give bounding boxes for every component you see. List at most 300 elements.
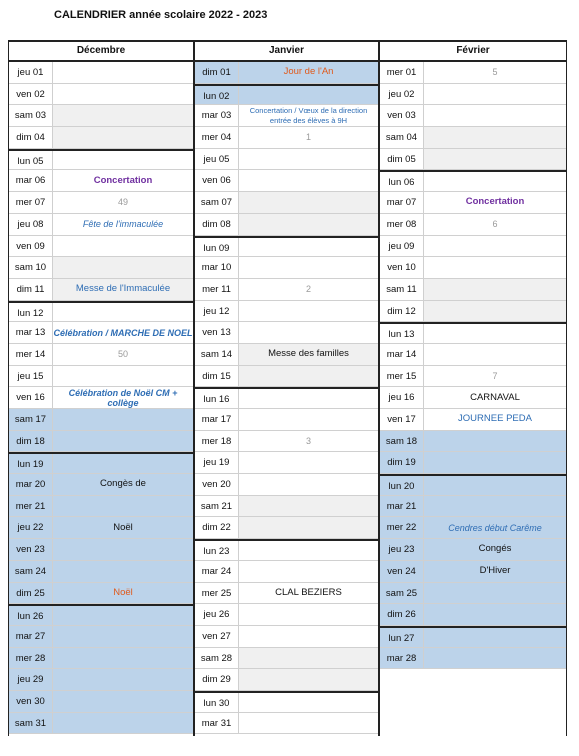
event-cell [239, 583, 378, 604]
day-label: sam 04 [380, 127, 424, 148]
day-label: mer 18 [195, 431, 239, 452]
day-row [380, 322, 566, 344]
day-label: lun 09 [195, 238, 239, 257]
event-cell [424, 236, 566, 257]
day-label: mar 10 [195, 257, 239, 278]
event-cell [239, 648, 378, 669]
day-row [380, 583, 566, 605]
day-label: mar 31 [195, 713, 239, 734]
day-row [9, 105, 193, 127]
day-row [195, 387, 378, 409]
event-cell [53, 409, 193, 430]
event-cell [53, 303, 193, 322]
day-row [9, 170, 193, 192]
day-row [9, 279, 193, 301]
event-cell [239, 669, 378, 690]
day-row [380, 496, 566, 518]
day-row [380, 236, 566, 258]
event-cell [239, 713, 378, 734]
day-label: ven 27 [195, 626, 239, 647]
event-cell [53, 127, 193, 148]
day-row [9, 62, 193, 84]
event-text: 5 [492, 67, 498, 78]
day-row [195, 496, 378, 518]
event-cell [53, 669, 193, 690]
day-row [380, 387, 566, 409]
event-cell [53, 561, 193, 582]
day-label: mer 14 [9, 344, 53, 365]
day-label: mer 25 [195, 583, 239, 604]
day-label: mar 24 [195, 561, 239, 582]
day-row [380, 344, 566, 366]
day-label: dim 05 [380, 149, 424, 170]
day-row [380, 301, 566, 323]
week-number [53, 192, 193, 213]
day-label: mer 08 [380, 214, 424, 235]
event-cell [239, 561, 378, 582]
day-label: sam 11 [380, 279, 424, 300]
day-row [380, 604, 566, 626]
day-row [380, 105, 566, 127]
event-cell [424, 105, 566, 126]
week-number [239, 279, 378, 300]
day-label: mar 28 [380, 648, 424, 669]
day-row [9, 539, 193, 561]
day-row [9, 301, 193, 323]
day-label: jeu 05 [195, 149, 239, 170]
day-row [380, 366, 566, 388]
day-label: lun 30 [195, 693, 239, 712]
day-label: jeu 15 [9, 366, 53, 387]
day-row [195, 301, 378, 323]
day-label: mar 21 [380, 496, 424, 517]
day-label: lun 06 [380, 172, 424, 191]
day-label: jeu 19 [195, 452, 239, 473]
month-column [8, 40, 194, 736]
day-label: mer 07 [9, 192, 53, 213]
event-cell [53, 151, 193, 170]
day-label: mer 11 [195, 279, 239, 300]
day-row [9, 604, 193, 626]
day-label: lun 20 [380, 476, 424, 495]
day-row [380, 648, 566, 670]
day-label: sam 17 [9, 409, 53, 430]
day-row [9, 431, 193, 453]
event-cell [239, 105, 378, 126]
day-label: sam 28 [195, 648, 239, 669]
day-row [380, 279, 566, 301]
day-row [9, 713, 193, 735]
day-row [9, 474, 193, 496]
event-text: Cendres début Carême [448, 522, 542, 533]
month-header: Décembre [8, 40, 194, 62]
day-row [380, 474, 566, 496]
day-label: jeu 26 [195, 604, 239, 625]
day-label: lun 27 [380, 628, 424, 647]
event-cell [424, 628, 566, 647]
event-cell [53, 517, 193, 538]
week-number [53, 344, 193, 365]
day-label: lun 23 [195, 541, 239, 560]
event-cell [239, 626, 378, 647]
event-cell [424, 84, 566, 105]
event-text: Congès de [100, 478, 146, 490]
day-label: lun 16 [195, 389, 239, 408]
event-cell [239, 301, 378, 322]
day-label: ven 03 [380, 105, 424, 126]
day-label: sam 31 [9, 713, 53, 734]
day-label: jeu 23 [380, 539, 424, 560]
event-cell [53, 606, 193, 625]
day-label: dim 04 [9, 127, 53, 148]
day-row [195, 170, 378, 192]
day-row [380, 62, 566, 84]
day-label: ven 17 [380, 409, 424, 430]
event-text: JOURNEE PEDA [458, 413, 532, 425]
event-cell [239, 452, 378, 473]
event-text: Noël [113, 521, 133, 533]
day-row [9, 517, 193, 539]
event-cell [239, 366, 378, 387]
week-number [424, 62, 566, 83]
day-row [9, 626, 193, 648]
event-cell [239, 149, 378, 170]
month-column [379, 40, 567, 736]
event-cell [53, 236, 193, 257]
event-text: D'Hiver [479, 565, 511, 577]
event-text: Messe de l'Immaculée [75, 283, 171, 295]
week-number [239, 127, 378, 148]
event-cell [53, 279, 193, 300]
day-label: ven 06 [195, 170, 239, 191]
event-cell [239, 474, 378, 495]
day-label: jeu 12 [195, 301, 239, 322]
event-cell [424, 517, 566, 538]
day-row [9, 648, 193, 670]
day-label: ven 23 [9, 539, 53, 560]
event-cell [239, 496, 378, 517]
day-label: dim 22 [195, 517, 239, 538]
event-text: Messe des familles [268, 348, 349, 360]
event-cell [424, 648, 566, 669]
event-cell [53, 387, 193, 408]
day-label: dim 25 [9, 583, 53, 604]
day-row [195, 691, 378, 713]
event-cell [424, 324, 566, 343]
event-cell [239, 517, 378, 538]
day-row [380, 561, 566, 583]
event-cell [239, 604, 378, 625]
event-cell [53, 84, 193, 105]
day-row [9, 452, 193, 474]
day-row [380, 149, 566, 171]
event-cell [239, 192, 378, 213]
day-row [9, 669, 193, 691]
day-row [195, 539, 378, 561]
day-label: ven 20 [195, 474, 239, 495]
day-row [195, 149, 378, 171]
event-text: Concertation / Vœux de la direction entrée des élèves à 9H [249, 105, 368, 125]
day-label: dim 19 [380, 452, 424, 473]
day-label: sam 14 [195, 344, 239, 365]
day-row [380, 409, 566, 431]
event-cell [53, 583, 193, 604]
event-cell [424, 539, 566, 560]
day-row [195, 409, 378, 431]
day-row [380, 214, 566, 236]
day-label: dim 11 [9, 279, 53, 300]
day-row [195, 192, 378, 214]
day-row [195, 214, 378, 236]
event-text: Jour de l'An [283, 66, 334, 78]
event-cell [53, 713, 193, 734]
month-days [8, 62, 194, 736]
event-text: 6 [492, 219, 498, 230]
day-label: mer 28 [9, 648, 53, 669]
event-cell [239, 238, 378, 257]
day-label: dim 15 [195, 366, 239, 387]
day-label: jeu 02 [380, 84, 424, 105]
day-row [380, 452, 566, 474]
day-row [195, 257, 378, 279]
day-row [195, 604, 378, 626]
day-label: sam 07 [195, 192, 239, 213]
event-cell [239, 389, 378, 408]
event-text: CARNAVAL [470, 391, 520, 403]
month-header: Février [379, 40, 567, 62]
event-cell [424, 344, 566, 365]
event-cell [53, 62, 193, 83]
day-label: mar 14 [380, 344, 424, 365]
event-cell [53, 648, 193, 669]
day-label: mer 01 [380, 62, 424, 83]
event-cell [53, 626, 193, 647]
event-text: Concertation [93, 174, 153, 186]
day-label: jeu 01 [9, 62, 53, 83]
day-label: jeu 08 [9, 214, 53, 235]
event-text: 3 [305, 436, 311, 447]
day-label: ven 13 [195, 322, 239, 343]
day-label: sam 10 [9, 257, 53, 278]
event-cell [239, 344, 378, 365]
day-row [380, 127, 566, 149]
day-label: ven 02 [9, 84, 53, 105]
event-text: Congés [478, 543, 512, 555]
day-label: mar 07 [380, 192, 424, 213]
day-row [195, 648, 378, 670]
event-cell [424, 452, 566, 473]
day-row [195, 474, 378, 496]
day-row [380, 431, 566, 453]
day-row [380, 517, 566, 539]
event-cell [424, 496, 566, 517]
day-row [9, 387, 193, 409]
day-row [195, 517, 378, 539]
day-label: mer 21 [9, 496, 53, 517]
day-label: mar 17 [195, 409, 239, 430]
day-row [195, 452, 378, 474]
event-cell [239, 541, 378, 560]
event-cell [424, 476, 566, 495]
day-label: sam 21 [195, 496, 239, 517]
week-number [424, 366, 566, 387]
event-cell [53, 691, 193, 712]
event-text: 50 [117, 349, 128, 360]
day-row [195, 713, 378, 735]
event-cell [53, 431, 193, 452]
day-row [195, 322, 378, 344]
event-cell [239, 257, 378, 278]
day-label: mar 27 [9, 626, 53, 647]
day-row [380, 192, 566, 214]
day-row [380, 257, 566, 279]
event-cell [424, 149, 566, 170]
month-column [194, 40, 379, 736]
day-row [9, 366, 193, 388]
day-row [380, 539, 566, 561]
day-label: dim 08 [195, 214, 239, 235]
day-label: lun 12 [9, 303, 53, 322]
event-cell [424, 387, 566, 408]
event-text: CLAL BEZIERS [275, 586, 342, 598]
month-days [194, 62, 379, 736]
day-row [195, 626, 378, 648]
event-cell [424, 604, 566, 625]
day-label: mar 13 [9, 322, 53, 343]
day-label: sam 18 [380, 431, 424, 452]
day-label: mer 22 [380, 517, 424, 538]
event-cell [53, 496, 193, 517]
day-label: lun 26 [9, 606, 53, 625]
event-cell [424, 192, 566, 213]
event-cell [424, 279, 566, 300]
day-label: mar 03 [195, 105, 239, 126]
event-cell [424, 172, 566, 191]
day-row [9, 583, 193, 605]
day-label: jeu 29 [9, 669, 53, 690]
event-cell [424, 409, 566, 430]
day-row [380, 170, 566, 192]
day-row [380, 626, 566, 648]
day-row [9, 236, 193, 258]
day-row [195, 669, 378, 691]
day-label: ven 16 [9, 387, 53, 408]
day-label: lun 19 [9, 454, 53, 473]
day-label: lun 13 [380, 324, 424, 343]
day-row [9, 257, 193, 279]
day-row [9, 344, 193, 366]
day-label: dim 12 [380, 301, 424, 322]
day-label: lun 05 [9, 151, 53, 170]
day-row [380, 84, 566, 106]
event-cell [53, 474, 193, 495]
event-cell [424, 431, 566, 452]
day-label: dim 01 [195, 62, 239, 83]
event-cell [53, 322, 193, 343]
event-cell [239, 409, 378, 430]
day-label: jeu 22 [9, 517, 53, 538]
event-cell [53, 366, 193, 387]
event-cell [239, 322, 378, 343]
day-label: dim 26 [380, 604, 424, 625]
event-text: Noël [113, 586, 133, 598]
day-label: jeu 09 [380, 236, 424, 257]
day-row [195, 105, 378, 127]
day-row [195, 366, 378, 388]
day-label: ven 24 [380, 561, 424, 582]
event-cell [424, 561, 566, 582]
day-row [195, 127, 378, 149]
day-row [195, 236, 378, 258]
day-label: sam 03 [9, 105, 53, 126]
day-label: sam 25 [380, 583, 424, 604]
event-cell [239, 170, 378, 191]
day-row [195, 62, 378, 84]
event-cell [53, 539, 193, 560]
event-text: Fête de l'immaculée [82, 219, 164, 230]
event-text: 2 [305, 284, 311, 295]
event-text: Concertation [465, 196, 525, 208]
event-text: Célébration / MARCHE DE NOEL [53, 327, 193, 338]
month-header: Janvier [194, 40, 379, 62]
day-label: sam 24 [9, 561, 53, 582]
event-cell [239, 62, 378, 83]
event-cell [424, 257, 566, 278]
event-cell [424, 583, 566, 604]
day-label: mer 04 [195, 127, 239, 148]
day-row [195, 279, 378, 301]
day-row [195, 561, 378, 583]
calendar-grid [8, 40, 567, 736]
event-cell [53, 170, 193, 191]
event-text: 1 [305, 132, 311, 143]
event-cell [53, 214, 193, 235]
event-cell [53, 257, 193, 278]
day-row [9, 192, 193, 214]
day-label: lun 02 [195, 86, 239, 105]
day-row [195, 84, 378, 106]
day-row [9, 84, 193, 106]
event-text: 49 [117, 197, 128, 208]
day-label: dim 29 [195, 669, 239, 690]
day-row [9, 322, 193, 344]
day-row [9, 127, 193, 149]
day-label: dim 18 [9, 431, 53, 452]
day-row [195, 583, 378, 605]
event-cell [239, 86, 378, 105]
month-days [379, 62, 567, 736]
week-number [239, 431, 378, 452]
day-label: mar 06 [9, 170, 53, 191]
day-label: mer 15 [380, 366, 424, 387]
day-label: jeu 16 [380, 387, 424, 408]
week-number [424, 214, 566, 235]
day-label: ven 09 [9, 236, 53, 257]
event-cell [424, 127, 566, 148]
event-cell [53, 105, 193, 126]
day-row [195, 431, 378, 453]
event-text: Célébration de Noël CM + collège [68, 387, 178, 408]
day-row [9, 409, 193, 431]
page-title: CALENDRIER année scolaire 2022 - 2023 [54, 9, 268, 21]
day-row [9, 214, 193, 236]
day-row [9, 561, 193, 583]
event-cell [53, 454, 193, 473]
day-label: ven 30 [9, 691, 53, 712]
day-label: mar 20 [9, 474, 53, 495]
day-label: ven 10 [380, 257, 424, 278]
event-cell [424, 301, 566, 322]
